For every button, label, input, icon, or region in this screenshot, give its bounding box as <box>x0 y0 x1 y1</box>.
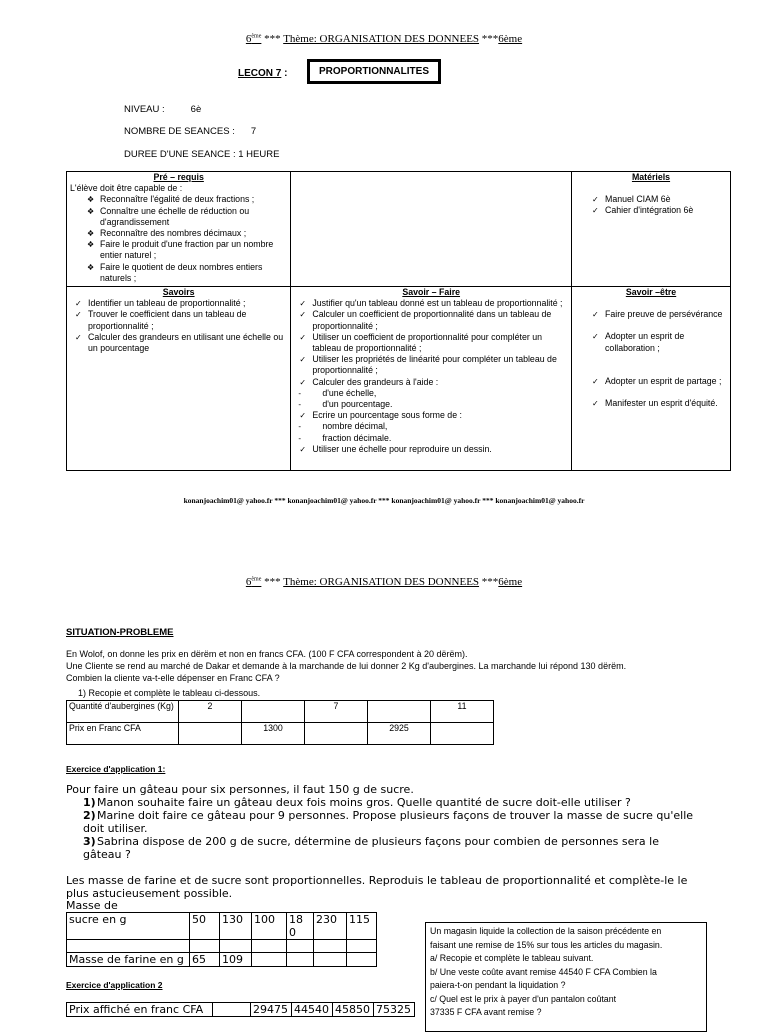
table-cell: 44540 <box>292 1003 333 1017</box>
table-cell: 2 <box>179 701 242 723</box>
savoir-faire-cell: Savoir – Faire ✓ Justifier qu'un tableau donné est un tableau de proportionnalité ; ✓ Calculer un coefficient de proportionnalité dans un tableau de proportionnalité ; ✓ Utiliser un coefficient de proportionnalité pour compléter un tableau de proportionnalité ; ✓ Utiliser les propriétés de linéarité pour compléter un tableau de proportionnalité ; ✓ Calculer des grandeurs à l'aide : - d'une échelle, - d'un pourcentage. ✓ Ecrire un pourcentage sous forme de : - nombre décimal, - fraction décimale. ✓ Utiliser une échelle pour reproduire un dessin. <box>291 287 572 471</box>
table-cell: Quantité d'aubergines (Kg) <box>67 701 179 723</box>
diamond-bullet-icon: ❖ <box>87 195 95 205</box>
checkmark-icon: ✓ <box>592 376 599 386</box>
table-cell <box>213 1003 251 1017</box>
materiel-item: ✓ Cahier d'intégration 6è <box>592 205 694 216</box>
exercice-1-title: Exercice d'application 1: <box>66 764 166 774</box>
table-row <box>67 913 377 940</box>
diamond-bullet-icon: ❖ <box>87 240 95 250</box>
savoir-etre-item: ✓ Adopter un esprit de collaboration ; <box>592 331 685 353</box>
savoir-etre-item: ✓ Manifester un esprit d'équité. <box>592 398 718 409</box>
materiel-item: ✓ Manuel CIAM 6è <box>592 194 671 205</box>
table-cell <box>347 953 377 967</box>
checkmark-icon: ✓ <box>75 310 82 320</box>
exercice-1-para2-line3: Masse de <box>66 899 118 912</box>
checkmark-icon: ✓ <box>592 399 599 409</box>
email-footer: konanjoachim01@ yahoo.fr *** konanjoachim01@ yahoo.fr *** konanjoachim01@ yahoo.fr *** konanjoachim01@ yahoo.fr <box>183 496 585 505</box>
savoir-faire-item: ✓ Utiliser une échelle pour reproduire un dessin. <box>299 443 492 454</box>
prerequis-cell: Pré – requis L'élève doit être capable de : ❖ Reconnaître l'égalité de deux fractions ; ❖ Connaître une échelle de réduction ou d'agrandissement ❖ Reconnaître des nombres décimaux ; ❖ Faire le produit d'une fraction par un nombre entier naturel ; ❖ Faire le quotient de deux nombres entiers naturels ; <box>67 172 291 287</box>
niveau-line: NIVEAU : 6è <box>124 104 202 115</box>
checkmark-icon: ✓ <box>299 411 307 421</box>
materiels-list <box>575 194 727 216</box>
checkmark-icon: ✓ <box>75 299 82 309</box>
table-cell: 65 <box>190 953 220 967</box>
lecon-label: LECON 7 : <box>238 68 288 79</box>
savoir-faire-item: ✓ Justifier qu'un tableau donné est un tableau de proportionnalité ; <box>299 298 563 309</box>
table-cell: 100 <box>252 913 287 940</box>
problem-line: faisant une remise de 15% sur tous les articles du magasin. <box>430 939 663 950</box>
checkmark-icon: ✓ <box>299 444 307 454</box>
table-cell: 109 <box>220 953 252 967</box>
exercice-1-item-1: 1)Manon souhaite faire un gâteau deux fois moins gros. Quelle quantité de sucre doit-elle utiliser ? <box>83 796 631 809</box>
savoir-etre-list <box>575 309 727 409</box>
savoir-faire-list <box>294 298 568 455</box>
exercice-1-item-3: 3)Sabrina dispose de 200 g de sucre, détermine de plusieurs façons pour combien de personnes sera le gâteau ? <box>83 835 659 861</box>
dash-bullet-icon: - <box>298 388 302 398</box>
checkmark-icon: ✓ <box>299 355 307 365</box>
dash-bullet-icon: - <box>298 400 302 410</box>
problem-line: Un magasin liquide la collection de la saison précédente en <box>430 926 662 936</box>
prerequis-item: ❖ Faire le quotient de deux nombres entiers naturels ; <box>87 261 263 283</box>
problem-line: paiera-t-on pendant la liquidation ? <box>430 980 566 990</box>
duree-line: DUREE D'UNE SEANCE : 1 HEURE <box>124 149 280 160</box>
table-cell <box>179 723 242 745</box>
savoir-faire-item: - nombre décimal, <box>298 421 388 432</box>
prerequis-item: ❖ Connaître une échelle de réduction ou d'agrandissement <box>87 205 250 227</box>
prix-table <box>66 1002 415 1017</box>
checkmark-icon: ✓ <box>592 310 599 320</box>
table-cell <box>314 953 347 967</box>
table-cell: 18 0 <box>287 913 314 940</box>
diamond-bullet-icon: ❖ <box>87 262 95 272</box>
checkmark-icon: ✓ <box>75 332 82 342</box>
table-cell <box>242 701 305 723</box>
problem-line: a/ Recopie et complète le tableau suivant. <box>430 953 594 963</box>
table-cell: 130 <box>220 913 252 940</box>
table-row <box>67 953 377 967</box>
table-cell: 230 <box>314 913 347 940</box>
table-cell <box>431 723 494 745</box>
aubergine-table <box>66 700 494 745</box>
savoir-faire-item: ✓ Utiliser les propriétés de linéarité pour compléter un tableau de proportionnalité ; <box>299 354 557 376</box>
table-cell: 7 <box>305 701 368 723</box>
table-cell <box>287 953 314 967</box>
diamond-bullet-icon: ❖ <box>87 229 95 239</box>
savoirs-list <box>70 298 287 354</box>
prerequis-item: ❖ Reconnaître des nombres décimaux ; <box>87 228 247 239</box>
checkmark-icon: ✓ <box>592 332 599 342</box>
exercice-1-item-2: 2)Marine doit faire ce gâteau pour 9 personnes. Propose plusieurs façons de trouver la masse de sucre qu'elle doit utiliser. <box>83 809 694 835</box>
table-row <box>67 723 494 745</box>
savoir-faire-item: ✓ Calculer des grandeurs à l'aide : <box>299 376 439 387</box>
dash-bullet-icon: - <box>298 422 302 432</box>
table-cell: 75325 <box>374 1003 415 1017</box>
table-cell <box>67 940 190 953</box>
table-cell <box>314 940 347 953</box>
problem-line: 37335 F CFA avant remise ? <box>430 1007 542 1017</box>
table-cell <box>252 940 287 953</box>
checkmark-icon: ✓ <box>299 332 307 342</box>
table-cell: 1300 <box>242 723 305 745</box>
savoir-item: ✓ Calculer des grandeurs en utilisant une échelle ou un pourcentage <box>75 331 284 354</box>
savoir-etre-item: ✓ Adopter un esprit de partage ; <box>592 375 722 386</box>
table-cell: sucre en g <box>67 913 190 940</box>
exercice-2-title: Exercice d'application 2 <box>66 980 163 990</box>
situation-title: SITUATION-PROBLEME <box>66 627 174 638</box>
exercice-1-intro: Pour faire un gâteau pour six personnes, il faut 150 g de sucre. <box>66 783 414 796</box>
table-cell <box>252 953 287 967</box>
empty-cell <box>291 172 572 287</box>
table-cell <box>305 723 368 745</box>
sucre-farine-table <box>66 912 377 967</box>
table-cell <box>368 701 431 723</box>
savoir-faire-item: ✓ Ecrire un pourcentage sous forme de : <box>299 410 462 421</box>
lecon-title-box: PROPORTIONNALITES <box>307 59 441 84</box>
checkmark-icon: ✓ <box>592 206 599 216</box>
table-cell <box>347 940 377 953</box>
prerequis-list <box>70 194 287 284</box>
table-row <box>67 940 377 953</box>
table-cell: 11 <box>431 701 494 723</box>
situation-line-3: Combien la cliente va-t-elle dépenser en Franc CFA ? <box>66 673 280 683</box>
savoir-faire-item: - d'une échelle, <box>298 387 377 398</box>
remise-problem-box <box>425 922 707 1032</box>
savoir-item: ✓ Trouver le coefficient dans un tableau de proportionnalité ; <box>75 309 247 331</box>
savoir-faire-item: ✓ Utiliser un coefficient de proportionnalité pour compléter un tableau de proportionnalité ; <box>299 331 543 354</box>
prerequis-item: ❖ Faire le produit d'une fraction par un nombre entier naturel ; <box>87 239 274 261</box>
competence-table <box>66 171 731 471</box>
theme-header-2: 6ème *** Thème: ORGANISATION DES DONNEES ***6ème <box>245 576 523 588</box>
savoirs-cell: Savoirs ✓ Identifier un tableau de proportionnalité ; ✓ Trouver le coefficient dans un tableau de proportionnalité ; ✓ Calculer des grandeurs en utilisant une échelle ou un pourcentage <box>67 287 291 471</box>
savoir-item: ✓ Identifier un tableau de proportionnalité ; <box>75 298 246 309</box>
table-cell: 2925 <box>368 723 431 745</box>
table-cell: Prix en Franc CFA <box>67 723 179 745</box>
table-cell: Prix affiché en franc CFA <box>67 1003 213 1017</box>
savoir-etre-item: ✓ Faire preuve de persévérance <box>592 309 723 320</box>
problem-line: c/ Quel est le prix à payer d'un pantalon coûtant <box>430 993 617 1004</box>
table-cell <box>220 940 252 953</box>
savoir-faire-item: - d'un pourcentage. <box>298 399 393 410</box>
situation-line-2: Une Cliente se rend au marché de Dakar et demande à la marchande de lui donner 2 Kg d'aubergines. La marchande lui répond 130 dërëm. <box>66 661 627 671</box>
table-row <box>67 1003 415 1017</box>
table-cell: 50 <box>190 913 220 940</box>
diamond-bullet-icon: ❖ <box>87 206 95 216</box>
checkmark-icon: ✓ <box>299 310 307 320</box>
table-cell <box>190 940 220 953</box>
savoir-faire-item: - fraction décimale. <box>298 432 392 443</box>
checkmark-icon: ✓ <box>299 377 307 387</box>
table-cell <box>287 940 314 953</box>
situation-line-1: En Wolof, on donne les prix en dërëm et non en francs CFA. (100 F CFA correspondent à 20 dërëm). <box>66 649 468 659</box>
table-cell: 115 <box>347 913 377 940</box>
prerequis-item: ❖ Reconnaître l'égalité de deux fractions ; <box>87 194 255 205</box>
checkmark-icon: ✓ <box>299 299 307 309</box>
situation-question: 1) Recopie et complète le tableau ci-dessous. <box>78 688 261 698</box>
savoir-faire-item: ✓ Calculer un coefficient de proportionnalité dans un tableau de proportionnalité ; <box>299 309 552 331</box>
seances-line: NOMBRE DE SEANCES : 7 <box>124 126 257 137</box>
materiels-cell: Matériels ✓ Manuel CIAM 6è ✓ Cahier d'intégration 6è <box>572 172 731 287</box>
savoir-etre-cell: Savoir –être ✓ Faire preuve de persévérance ✓ Adopter un esprit de collaboration ; ✓ Adopter un esprit de partage ; ✓ Manifester un esprit d'équité. <box>572 287 731 471</box>
dash-bullet-icon: - <box>298 433 302 443</box>
checkmark-icon: ✓ <box>592 195 599 205</box>
exercice-1-para2-line1: Les masse de farine et de sucre sont proportionnelles. Reproduis le tableau de proportionnalité et complète-le le <box>66 874 688 887</box>
table-cell: Masse de farine en g <box>67 953 190 967</box>
table-row <box>67 701 494 723</box>
table-cell: 45850 <box>333 1003 374 1017</box>
problem-line: b/ Une veste coûte avant remise 44540 F CFA Combien la <box>430 966 657 977</box>
table-cell: 29475 <box>251 1003 292 1017</box>
exercice-1-para2-line2: plus astucieusement possible. <box>66 887 233 900</box>
theme-header: 6ème *** Thème: ORGANISATION DES DONNEES ***6ème <box>245 33 523 45</box>
